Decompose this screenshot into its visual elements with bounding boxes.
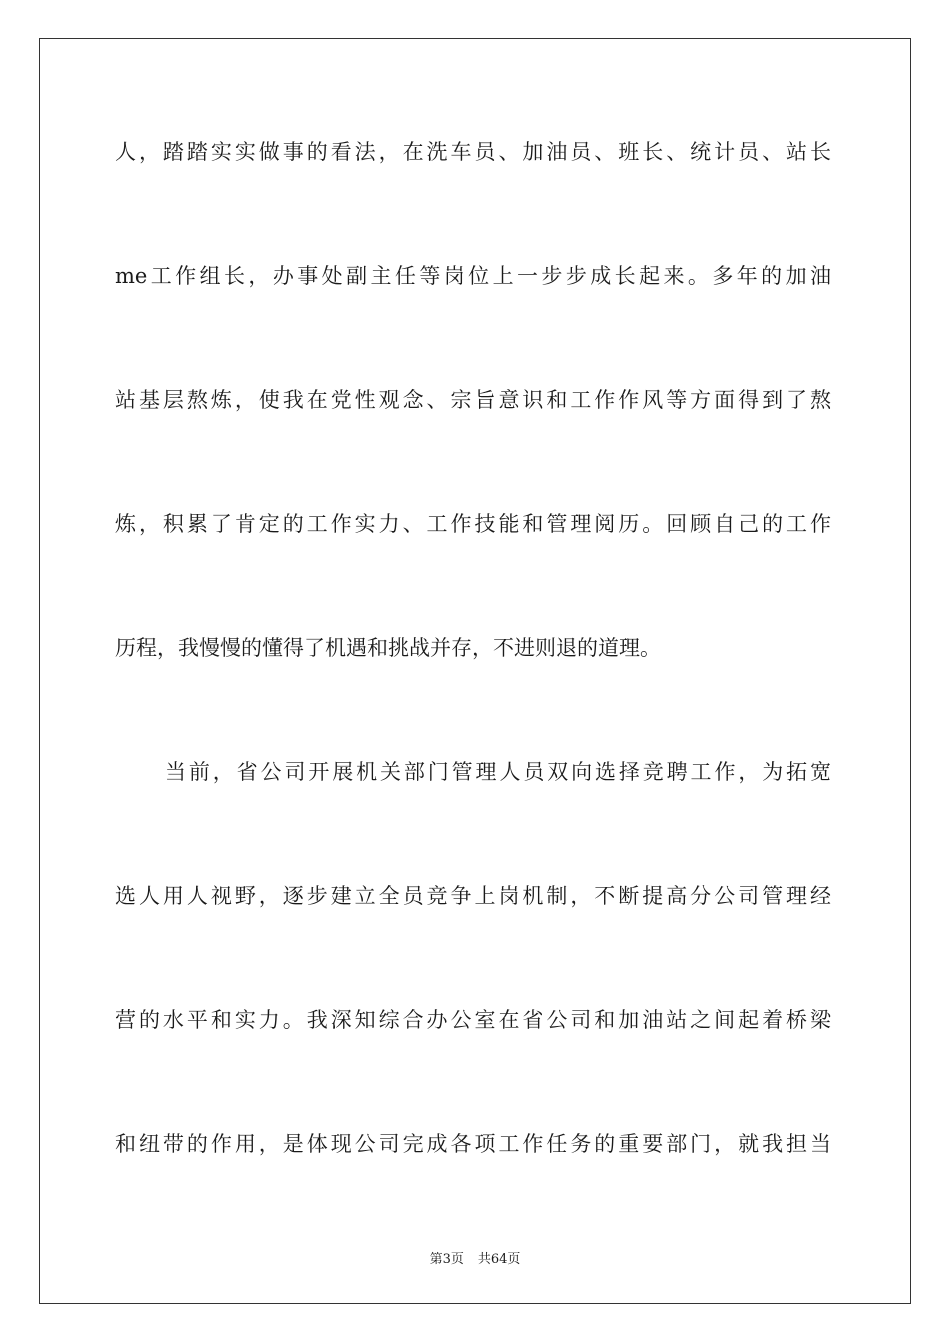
text-line-7: 选人用人视野，逐步建立全员竞争上岗机制，不断提高分公司管理经 <box>115 884 831 908</box>
page-footer <box>0 1248 950 1267</box>
text-line-6: 当前，省公司开展机关部门管理人员双向选择竞聘工作，为拓宽 <box>165 760 831 784</box>
document-body <box>115 128 831 1244</box>
text-line-3: 站基层熬炼，使我在党性观念、宗旨意识和工作作风等方面得到了熬 <box>115 388 831 412</box>
text-line-5: 历程，我慢慢的懂得了机遇和挑战并存，不进则退的道理。 <box>115 636 661 660</box>
page-total: 共64页 <box>477 1252 521 1267</box>
text-line-9: 和纽带的作用，是体现公司完成各项工作任务的重要部门，就我担当 <box>115 1132 831 1156</box>
text-line-4: 炼，积累了肯定的工作实力、工作技能和管理阅历。回顾自己的工作 <box>115 512 831 536</box>
text-line-8: 营的水平和实力。我深知综合办公室在省公司和加油站之间起着桥梁 <box>115 1008 831 1032</box>
text-line-1: 人，踏踏实实做事的看法，在洗车员、加油员、班长、统计员、站长 <box>115 140 831 164</box>
text-line-2: me工作组长，办事处副主任等岗位上一步步成长起来。多年的加油 <box>115 264 831 288</box>
page-number: 第3页 <box>429 1252 464 1267</box>
